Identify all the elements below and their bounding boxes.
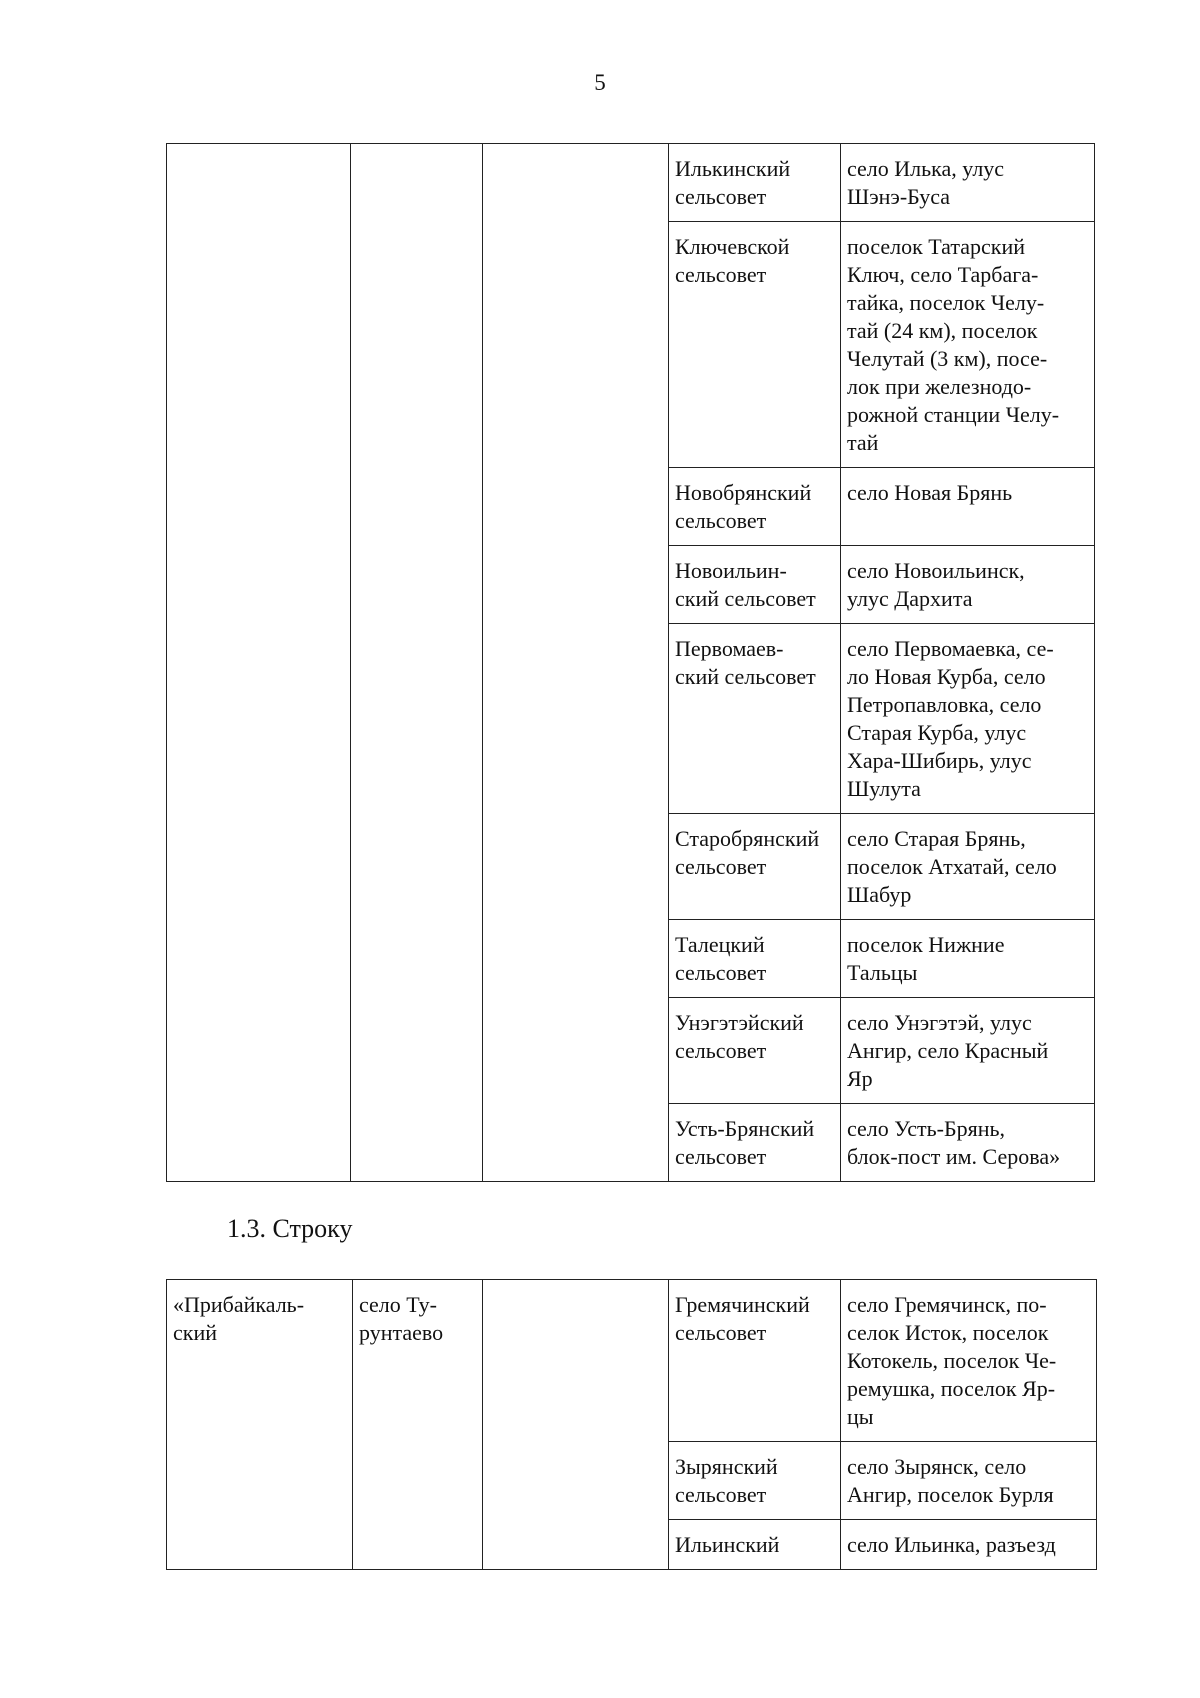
council-cell: Усть-Брянский сельсовет — [669, 1104, 841, 1182]
table-row — [167, 1280, 1097, 1442]
table-row — [167, 144, 1095, 222]
page-number: 5 — [594, 70, 606, 95]
council-cell: Илькинский сельсовет — [669, 144, 841, 222]
settlements-table-new-row — [166, 1279, 1097, 1570]
settlements-cell: село Гремячинск, по- селок Исток, поселок Котокель, поселок Че- ремушка, поселок Яр- цы — [841, 1280, 1097, 1442]
settlements-cell: село Усть-Брянь, блок-пост им. Серова» — [841, 1104, 1095, 1182]
settlements-cell: село Старая Брянь, поселок Атхатай, село Шабур — [841, 814, 1095, 920]
settlements-cell: село Ильинка, разъезд — [841, 1520, 1097, 1570]
section-heading: 1.3. Строку — [227, 1214, 353, 1243]
column3-cell — [483, 144, 669, 1182]
council-cell: Ключевской сельсовет — [669, 222, 841, 468]
council-cell: Ильинский — [669, 1520, 841, 1570]
settlements-cell: поселок Нижние Тальцы — [841, 920, 1095, 998]
center-cell: село Ту- рунтаево — [353, 1280, 483, 1570]
council-cell: Первомаев- ский сельсовет — [669, 624, 841, 814]
center-cell — [351, 144, 483, 1182]
settlements-cell: село Унэгэтэй, улус Ангир, село Красный Яр — [841, 998, 1095, 1104]
settlements-cell: село Илька, улус Шэнэ-Буса — [841, 144, 1095, 222]
district-cell: «Прибайкаль- ский — [167, 1280, 353, 1570]
settlements-table-continued — [166, 143, 1095, 1182]
council-cell: Талецкий сельсовет — [669, 920, 841, 998]
council-cell: Новобрянский сельсовет — [669, 468, 841, 546]
council-cell: Гремячинский сельсовет — [669, 1280, 841, 1442]
settlements-cell: село Новая Брянь — [841, 468, 1095, 546]
settlements-cell: село Новоильинск, улус Дархита — [841, 546, 1095, 624]
settlements-cell: село Первомаевка, се- ло Новая Курба, село Петропавловка, село Старая Курба, улус Хара-Шибирь, улус Шулута — [841, 624, 1095, 814]
column3-cell — [483, 1280, 669, 1570]
settlements-cell: поселок Татарский Ключ, село Тарбага- тайка, поселок Челу- тай (24 км), поселок Челутай (3 км), посе- лок при железнодо- рожной станции Челу- тай — [841, 222, 1095, 468]
settlements-cell: село Зырянск, село Ангир, поселок Бурля — [841, 1442, 1097, 1520]
council-cell: Новоильин- ский сельсовет — [669, 546, 841, 624]
council-cell: Зырянский сельсовет — [669, 1442, 841, 1520]
council-cell: Старобрянский сельсовет — [669, 814, 841, 920]
council-cell: Унэгэтэйский сельсовет — [669, 998, 841, 1104]
district-cell — [167, 144, 351, 1182]
